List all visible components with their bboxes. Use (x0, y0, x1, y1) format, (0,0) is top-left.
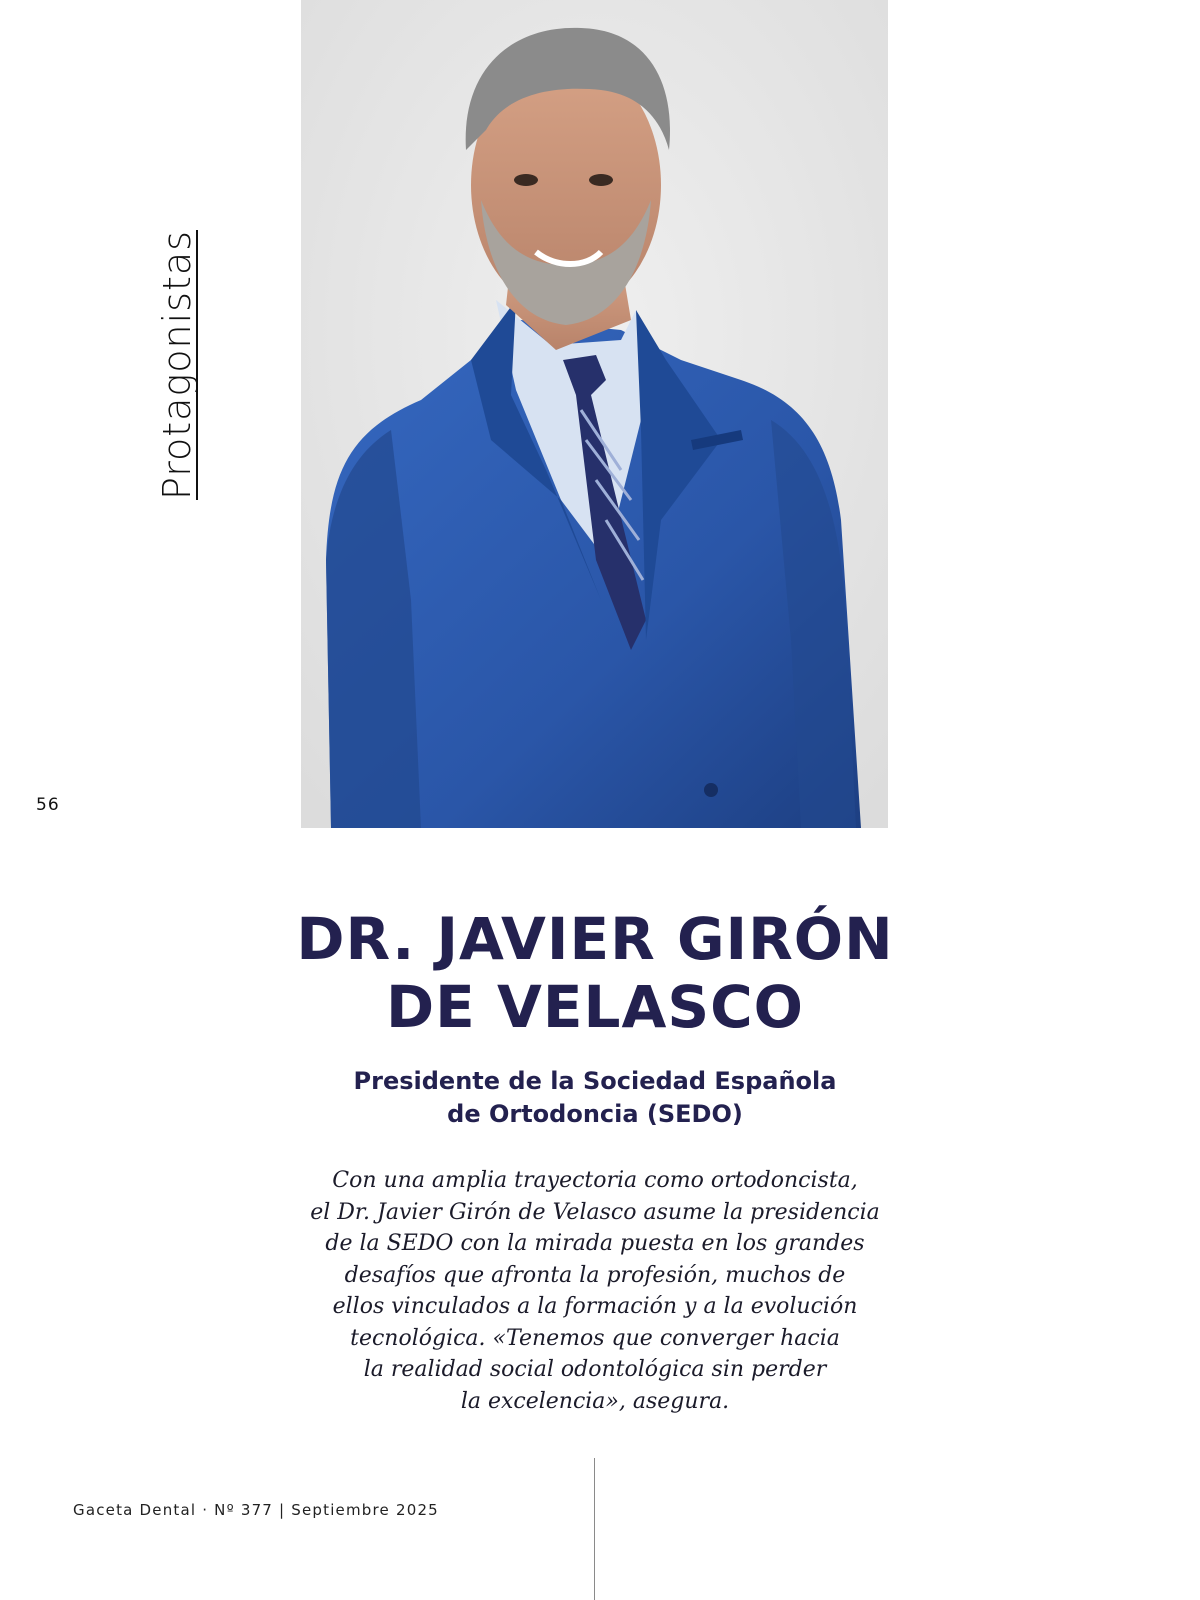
column-divider (594, 1458, 595, 1600)
page-number: 56 (36, 795, 60, 815)
article-title (250, 905, 940, 1041)
lead-line: el Dr. Javier Girón de Velasco asume la presidencia (310, 1199, 880, 1225)
title-line-2: DE VELASCO (386, 973, 804, 1041)
lead-line: desafíos que afronta la profesión, muchos de (344, 1262, 846, 1288)
lead-line: de la SEDO con la mirada puesta en los grandes (325, 1231, 865, 1256)
lead-paragraph (250, 1165, 940, 1417)
section-label: Protagonistas (155, 230, 199, 500)
footer-publication-info: Gaceta Dental · Nº 377 | Septiembre 2025 (73, 1501, 439, 1519)
title-line-1: DR. JAVIER GIRÓN (296, 905, 894, 973)
lead-line: la excelencia», asegura. (460, 1388, 730, 1414)
portrait-photo (301, 0, 888, 828)
lead-line: Con una amplia trayectoria como ortodoncista, (332, 1168, 858, 1193)
lead-line: la realidad social odontológica sin perder (363, 1357, 827, 1382)
article-subtitle (250, 1065, 940, 1131)
subtitle-line-1: Presidente de la Sociedad Española (353, 1067, 837, 1095)
lead-line: tecnológica. «Tenemos que converger hacia (350, 1325, 840, 1351)
subtitle-line-2: de Ortodoncia (SEDO) (447, 1100, 743, 1128)
lead-line: ellos vinculados a la formación y a la evolución (332, 1294, 858, 1319)
